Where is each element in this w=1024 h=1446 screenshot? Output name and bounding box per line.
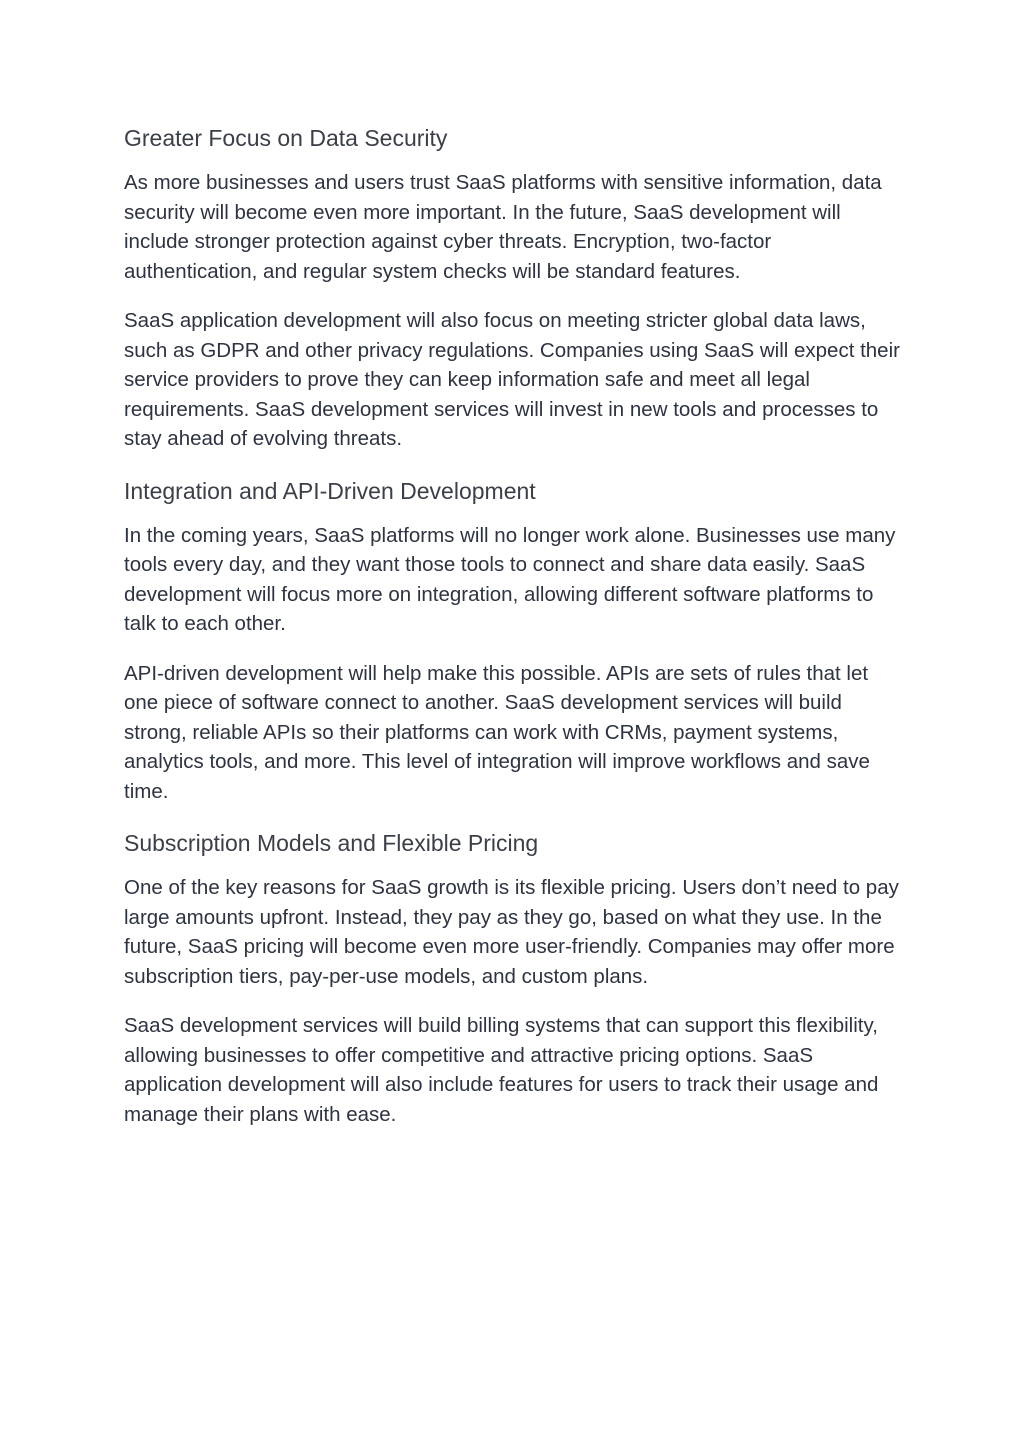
section-integration-api (124, 471, 904, 807)
paragraph: In the coming years, SaaS platforms will no longer work alone. Businesses use many tools every day, and they want those tools to connect and share data easily. SaaS development will focus more on integration, allowing different software platforms to talk to each other. (124, 523, 896, 635)
section-heading: Greater Focus on Data Security (124, 125, 448, 151)
section-heading: Integration and API-Driven Development (124, 477, 536, 504)
paragraph: As more businesses and users trust SaaS platforms with sensitive information, data security will become even more important. In the future, SaaS development will include stronger protection against cyber threats. Encryption, two-factor authentication, and regular system checks will be standard features. (124, 171, 882, 283)
paragraph: API-driven development will help make this possible. APIs are sets of rules that let one piece of software connect to another. SaaS development services will build strong, reliable APIs so their platforms can work with CRMs, payment systems, analytics tools, and more. This level of integration will improve workflows and save time. (124, 661, 870, 803)
paragraph: One of the key reasons for SaaS growth is its flexible pricing. Users don’t need to pay large amounts upfront. Instead, they pay as they go, based on what they use. In the future, SaaS pricing will become even more user-friendly. Companies may offer more subscription tiers, pay-per-use models, and custom plans. (124, 876, 899, 988)
section-data-security (124, 118, 904, 454)
section-heading: Subscription Models and Flexible Pricing (124, 830, 539, 856)
paragraph: SaaS application development will also focus on meeting stricter global data laws, such as GDPR and other privacy regulations. Companies using SaaS will expect their service providers to prove they can keep information safe and meet all legal requirements. SaaS development services will invest in new tools and processes to stay ahead of evolving threats. (124, 309, 900, 450)
document-page (124, 118, 904, 1129)
section-subscription-pricing (124, 823, 904, 1129)
paragraph: SaaS development services will build billing systems that can support this flexibility, allowing businesses to offer competitive and attractive pricing options. SaaS application development will also include features for users to track their usage and manage their plans with ease. (124, 1014, 879, 1126)
